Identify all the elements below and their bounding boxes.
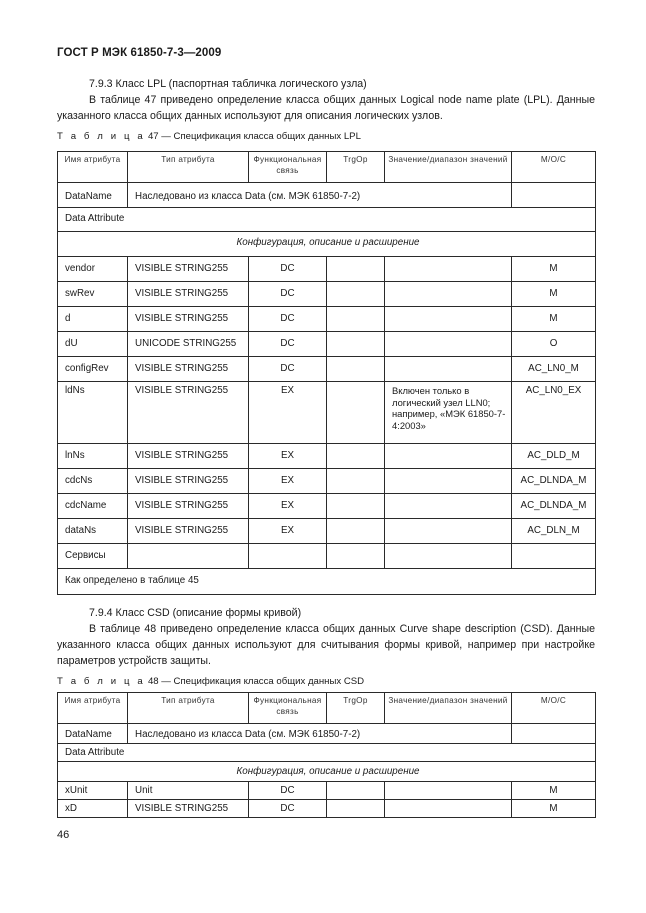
cell-name: dU	[58, 332, 128, 357]
column-header: TrgOp	[327, 152, 385, 183]
cell-moc: AC_DLNDA_M	[512, 494, 596, 519]
column-header: Функциональная связь	[249, 152, 327, 183]
cell-trgop	[327, 494, 385, 519]
section-body: В таблице 48 приведено определение класса общих данных Curve shape description (CSD). Данные указанного класса общих данных используют для считывания формы кривой, например при настройке параметров устройств защиты.	[57, 623, 595, 667]
group-row	[58, 232, 596, 257]
caption-text: 47 — Спецификация класса общих данных LPL	[147, 131, 361, 142]
cell-value	[385, 494, 512, 519]
caption-prefix: Т а б л и ц а	[57, 676, 146, 687]
cell-value	[385, 444, 512, 469]
cell-trgop	[327, 332, 385, 357]
caption-prefix: Т а б л и ц а	[57, 131, 146, 142]
cell-type: VISIBLE STRING255	[128, 307, 249, 332]
column-header: TrgOp	[327, 693, 385, 724]
cell-moc: AC_LN0_EX	[512, 382, 596, 444]
cell-fc: EX	[249, 444, 327, 469]
table-row	[58, 357, 596, 382]
page-number: 46	[57, 829, 70, 841]
section-row	[58, 744, 596, 762]
cell-moc: M	[512, 282, 596, 307]
caption-text: 48 — Спецификация класса общих данных CSD	[147, 676, 365, 687]
cell-type: VISIBLE STRING255	[128, 469, 249, 494]
cell-value	[385, 800, 512, 818]
cell-moc: O	[512, 332, 596, 357]
cell-fc: EX	[249, 494, 327, 519]
section-body: В таблице 47 приведено определение класса общих данных Logical node name plate (LPL). Данные указанного класса общих данных используют для описания логических узлов.	[57, 94, 595, 122]
cell-moc: M	[512, 257, 596, 282]
table-row	[58, 382, 596, 444]
cell-value	[385, 307, 512, 332]
cell-moc: AC_LN0_M	[512, 357, 596, 382]
table-header-row	[58, 693, 596, 724]
cell-trgop	[327, 257, 385, 282]
cell-type: VISIBLE STRING255	[128, 800, 249, 818]
cell-value: Включен только в логический узел LLN0; например, «МЭК 61850-7-4:2003»	[385, 382, 512, 444]
section-row	[58, 208, 596, 232]
cell-moc: AC_DLNDA_M	[512, 469, 596, 494]
cell-group: Конфигурация, описание и расширение	[58, 232, 596, 257]
cell-fc: DC	[249, 332, 327, 357]
cell-name: swRev	[58, 282, 128, 307]
table-48	[57, 692, 596, 818]
cell-trgop	[327, 307, 385, 332]
cell-name: cdcNs	[58, 469, 128, 494]
cell-value	[385, 282, 512, 307]
cell-trgop	[327, 782, 385, 800]
cell-value	[385, 332, 512, 357]
cell-name: cdcName	[58, 494, 128, 519]
table-header-row	[58, 152, 596, 183]
table-47-caption	[57, 131, 361, 142]
cell-fc: DC	[249, 782, 327, 800]
column-header: M/O/C	[512, 152, 596, 183]
cell-group: Конфигурация, описание и расширение	[58, 762, 596, 782]
cell-inherit-text: Наследовано из класса Data (см. МЭК 61850-7-2)	[128, 724, 512, 744]
cell-name: d	[58, 307, 128, 332]
cell-type: VISIBLE STRING255	[128, 357, 249, 382]
table-row	[58, 519, 596, 544]
column-header: Имя атрибута	[58, 152, 128, 183]
cell-name: dataNs	[58, 519, 128, 544]
table-row	[58, 469, 596, 494]
column-header: Имя атрибута	[58, 693, 128, 724]
cell-value	[385, 782, 512, 800]
table-row	[58, 444, 596, 469]
section-7-9-4	[57, 605, 595, 669]
cell-trgop	[327, 282, 385, 307]
cell-name: ldNs	[58, 382, 128, 444]
column-header: Значение/диапазон значений	[385, 152, 512, 183]
cell-type: VISIBLE STRING255	[128, 382, 249, 444]
cell-fc: DC	[249, 357, 327, 382]
cell-moc	[512, 724, 596, 744]
cell-fc: DC	[249, 257, 327, 282]
cell-name: xUnit	[58, 782, 128, 800]
services-row	[58, 544, 596, 569]
column-header: Тип атрибута	[128, 152, 249, 183]
cell-moc: M	[512, 782, 596, 800]
cell-fc: DC	[249, 800, 327, 818]
section-heading: 7.9.3 Класс LPL (паспортная табличка логического узла)	[89, 78, 367, 90]
cell-type: VISIBLE STRING255	[128, 519, 249, 544]
cell-footer: Как определено в таблице 45	[58, 569, 596, 595]
table-row	[58, 257, 596, 282]
cell-trgop	[327, 469, 385, 494]
table-row	[58, 782, 596, 800]
cell-moc: AC_DLD_M	[512, 444, 596, 469]
cell-type: VISIBLE STRING255	[128, 494, 249, 519]
table-row	[58, 332, 596, 357]
cell-trgop	[327, 357, 385, 382]
footer-row	[58, 569, 596, 595]
table-row	[58, 282, 596, 307]
column-header: Значение/диапазон значений	[385, 693, 512, 724]
cell-value	[385, 519, 512, 544]
cell-type: VISIBLE STRING255	[128, 257, 249, 282]
cell-fc: DC	[249, 307, 327, 332]
cell-type: VISIBLE STRING255	[128, 282, 249, 307]
cell-type: Unit	[128, 782, 249, 800]
inherit-row	[58, 183, 596, 208]
cell-fc: DC	[249, 282, 327, 307]
cell-trgop	[327, 519, 385, 544]
cell-name: DataName	[58, 183, 128, 208]
cell-name: vendor	[58, 257, 128, 282]
cell-moc	[512, 183, 596, 208]
inherit-row	[58, 724, 596, 744]
cell-fc: EX	[249, 469, 327, 494]
cell-type: VISIBLE STRING255	[128, 444, 249, 469]
cell-moc: M	[512, 800, 596, 818]
section-7-9-3	[57, 76, 595, 124]
cell-name: configRev	[58, 357, 128, 382]
table-47	[57, 151, 596, 595]
table-row	[58, 307, 596, 332]
cell-name: xD	[58, 800, 128, 818]
column-header: Тип атрибута	[128, 693, 249, 724]
column-header: M/O/C	[512, 693, 596, 724]
table-row	[58, 494, 596, 519]
section-heading: 7.9.4 Класс CSD (описание формы кривой)	[89, 607, 302, 619]
document-header: ГОСТ Р МЭК 61850-7-3—2009	[57, 47, 222, 59]
cell-name: lnNs	[58, 444, 128, 469]
cell-trgop	[327, 444, 385, 469]
cell-services: Сервисы	[58, 544, 128, 569]
cell-section: Data Attribute	[58, 208, 596, 232]
cell-fc: EX	[249, 382, 327, 444]
column-header: Функциональная связь	[249, 693, 327, 724]
table-row	[58, 800, 596, 818]
cell-inherit-text: Наследовано из класса Data (см. МЭК 61850-7-2)	[128, 183, 512, 208]
cell-type: UNICODE STRING255	[128, 332, 249, 357]
cell-trgop	[327, 382, 385, 444]
cell-name: DataName	[58, 724, 128, 744]
cell-fc: EX	[249, 519, 327, 544]
cell-trgop	[327, 800, 385, 818]
group-row	[58, 762, 596, 782]
cell-moc: M	[512, 307, 596, 332]
cell-value	[385, 357, 512, 382]
cell-value	[385, 469, 512, 494]
cell-moc: AC_DLN_M	[512, 519, 596, 544]
table-48-caption	[57, 676, 364, 687]
cell-value	[385, 257, 512, 282]
cell-section: Data Attribute	[58, 744, 596, 762]
